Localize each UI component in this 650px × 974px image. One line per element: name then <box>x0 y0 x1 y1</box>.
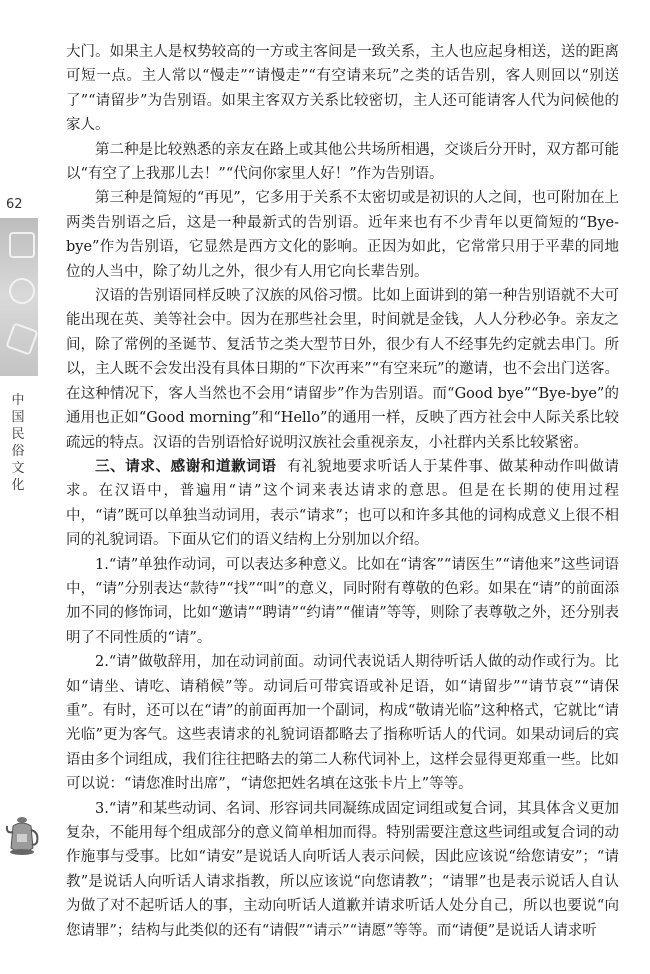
logo-glyph-icon <box>9 278 35 304</box>
paragraph: 第二种是比较熟悉的亲友在路上或其他公共场所相遇，交谈后分开时，双方都可能以“有空了上我那儿去！”“代问你家里人好！”作为告别语。 <box>66 141 619 183</box>
page-sidebar <box>0 0 38 974</box>
teapot-icon <box>4 812 40 860</box>
paragraph: 大门。如果主人是权势较高的一方或主客间是一致关系，主人也应起身相送，送的距离可短一点。主人常以“慢走”“请慢走”“有空请来玩”之类的话告别，客人则回以“别送了”“请留步”为告别语。如果主客双方关系比较密切，主人还可能请客人代为问候他的家人。 <box>66 44 619 134</box>
section-label: 中国民俗文化 <box>11 393 25 493</box>
paragraph: 汉语的告别语同样反映了汉族的风俗习惯。比如上面讲到的第一种告别语就不大可能出现在英、美等社会中。因为在那些社会里，时间就是金钱，人人分秒必争。亲友之间，除了常例的圣诞节、复活节之类大型节日外，很少有人不经事先约定就去串门。所以，主人既不会发出没有具体日期的“下次再来”“有空来玩”的邀请，也不会出门送客。在这种情况下，客人当然也不会用“请留步”作为告别语。而“Good bye”“Bye-bye”的通用也正如“Good morning”和“Hello”的通用一样，反映了西方社会中人际关系比较疏远的特点。汉语的告别语恰好说明汉族社会重视亲友，小社群内关系比较紧密。 <box>66 288 619 451</box>
logo-glyph-icon <box>9 232 35 258</box>
list-item: 1.“请”单独作动词，可以表达多种意义。比如在“请客”“请医生”“请他来”这些词语中，“请”分别表达“款待”“找”“叫”的意义，同时附有尊敬的色彩。如果在“请”的前面添加不同的修饰词，比如“邀请”“聘请”“约请”“催请”等等，则除了表尊敬之外，还分别表明了不同性质的“请”。 <box>66 556 619 646</box>
list-item: 3.“请”和某些动词、名词、形容词共同凝练成固定词组或复合词，其具体含义更加复杂，不能用每个组成部分的意义简单相加而得。特别需要注意这些词组或复合词的动作施事与受事。比如“请安”是说话人向听话人表示问候，因此应该说“给您请安”；“请教”是说话人向听话人请求指教，所以应该说“向您请教”；“请罪”也是表示说话人自认为做了对不起听话人的事，主动向听话人道歉并请求听话人处分自己，所以也要说“向您请罪”；结构与此类似的还有“请假”“请示”“请愿”等等。而“请便”是说话人请求听 <box>66 800 619 939</box>
page-number: 62 <box>6 197 23 212</box>
paragraph: 第三种是简短的“再见”，它多用于关系不太密切或是初识的人之间，也可附加在上两类告别语之后，这是一种最新式的告别语。近年来也有不少青年以更简短的“Bye-bye”作为告别语，它显然是西方文化的影响。正因为如此，它常常只用于平辈的同地位的人当中，除了幼儿之外，很少有人用它向长辈告别。 <box>66 190 619 280</box>
page-content <box>66 40 619 943</box>
section-paragraph <box>66 455 619 553</box>
section-heading: 三、请求、感谢和道歉词语 <box>95 458 277 475</box>
list-item: 2.“请”做敬辞用，加在动词前面。动词代表说话人期待听话人做的动作或行为。比如“请坐、请吃、请稍候”等。动词后可带宾语或补足语，如“请留步”“请节哀”“请保重”。有时，还可以在“请”的前面再加一个副词，构成“敬请光临”这种格式，它就比“请光临”更为客气。这些表请求的礼貌词语都略去了指称听话人的代词。如果动词后的宾语由多个词组成，我们往往把略去的第二人称代词补上，这样会显得更郑重一些。比如可以说：“请您准时出席”，“请您把姓名填在这张卡片上”等等。 <box>66 654 619 793</box>
section-text: 有礼貌地要求听话人于某件事、做某种动作叫做请求。在汉语中，普遍用“请”这个词来表达请求的意思。但是在长期的使用过程中，“请”既可以单独当动词用，表示“请求”；也可以和许多其他的词构成意义上很不相同的礼貌词语。下面从它们的语义结构上分别加以介绍。 <box>66 458 620 549</box>
